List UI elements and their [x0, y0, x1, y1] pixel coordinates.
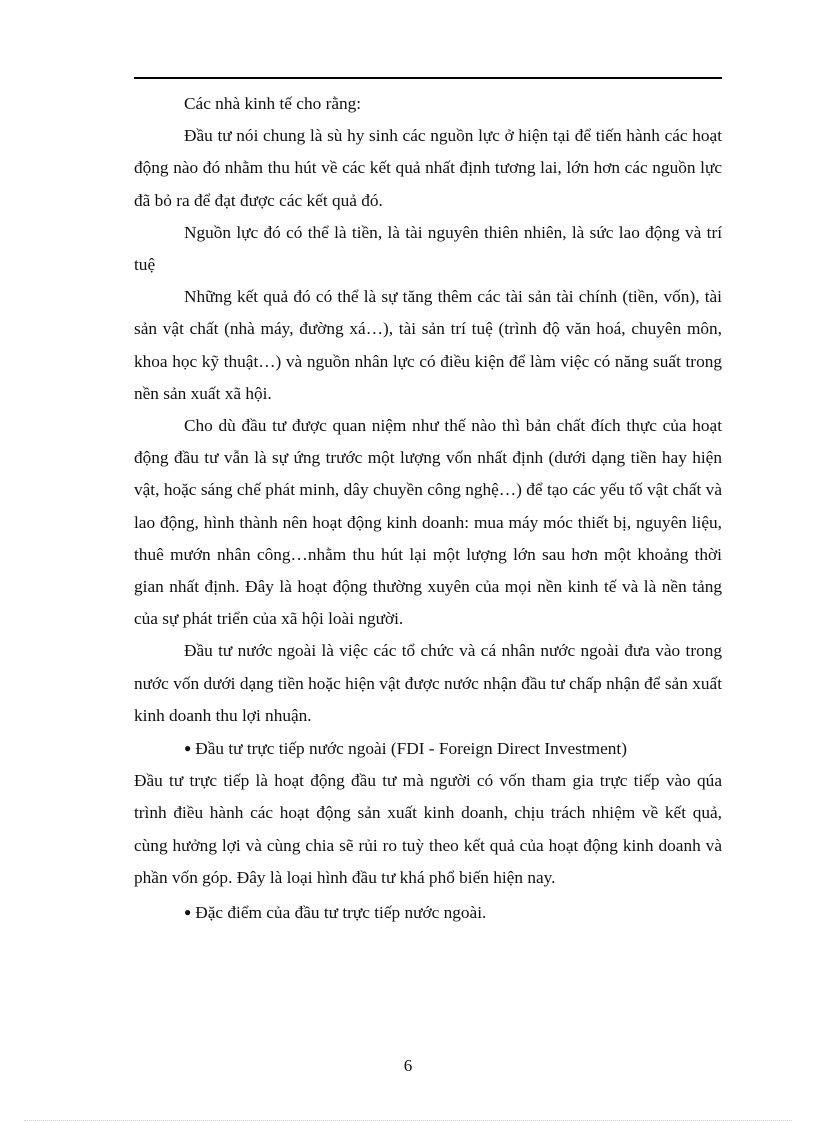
- page-bottom-border: [24, 1120, 792, 1121]
- page-number: 6: [403, 1056, 413, 1075]
- paragraph-intro: Các nhà kinh tế cho rằng:: [184, 94, 362, 113]
- page-body: [134, 88, 722, 929]
- paragraph-resources: Nguồn lực đó có thể là tiền, là tài nguyên thiên nhiên, là sức lao động và trí tuệ: [134, 222, 722, 275]
- bullet-icon: ●: [184, 905, 192, 920]
- bullet-fdi-characteristics: [134, 896, 722, 929]
- paragraph-definition: Đầu tư nói chung là sù hy sinh các nguồn lực ở hiện tại để tiến hành các hoạt động nào đó nhằm thu hút về các kết quả nhất định tương lai, lớn hơn các nguồn lực đã bỏ ra để đạt được các kết quả đó.: [134, 126, 722, 210]
- bullet-fdi-text: Đầu tư trực tiếp nước ngoài (FDI - Foreign Direct Investment): [195, 739, 627, 759]
- bullet-icon: ●: [184, 741, 192, 756]
- paragraph-foreign-investment: Đầu tư nước ngoài là việc các tổ chức và cá nhân nước ngoài đưa vào trong nước vốn dưới dạng tiền hoặc hiện vật được nước nhận đầu tư chấp nhận để sản xuất kinh doanh thu lợi nhuận.: [134, 641, 722, 725]
- paragraph-results: Những kết quả đó có thể là sự tăng thêm các tài sản tài chính (tiền, vốn), tài sản vật chất (nhà máy, đường xá…), tài sản trí tuệ (trình độ văn hoá, chuyên môn, khoa học kỹ thuật…) và nguồn nhân lực có điều kiện để làm việc có năng suất trong nền sản xuất xã hội.: [134, 287, 722, 403]
- header-rule: [134, 77, 722, 79]
- bullet-characteristics-text: Đặc điểm của đầu tư trực tiếp nước ngoài.: [195, 903, 487, 923]
- paragraph-essence: Cho dù đầu tư được quan niệm như thế nào thì bản chất đích thực của hoạt động đầu tư vẫn là sự ứng trước một lượng vốn nhất định (dưới dạng tiền hay hiện vật, hoặc sáng chế phát minh, dây chuyền công nghệ…) để tạo các yếu tố vật chất và lao động, hình thành nên hoạt động kinh doanh: mua máy móc thiết bị, nguyên liệu, thuê mướn nhân công…nhằm thu hút lại một lượng lớn sau hơn một khoảng thời gian nhất định. Đây là hoạt động thường xuyên của mọi nền kinh tế và là nền tảng của sự phát triển của xã hội loài người.: [134, 416, 722, 629]
- paragraph-fdi-definition: Đầu tư trực tiếp là hoạt động đầu tư mà người có vốn tham gia trực tiếp vào qúa trình điều hành các hoạt động sản xuất kinh doanh, chịu trách nhiệm về kết quả, cùng hưởng lợi và cùng chia sẽ rủi ro tuỳ theo kết quả của hoạt động kinh doanh và phần vốn góp. Đây là loại hình đầu tư khá phổ biến hiện nay.: [134, 771, 722, 887]
- bullet-fdi-heading: [134, 732, 722, 765]
